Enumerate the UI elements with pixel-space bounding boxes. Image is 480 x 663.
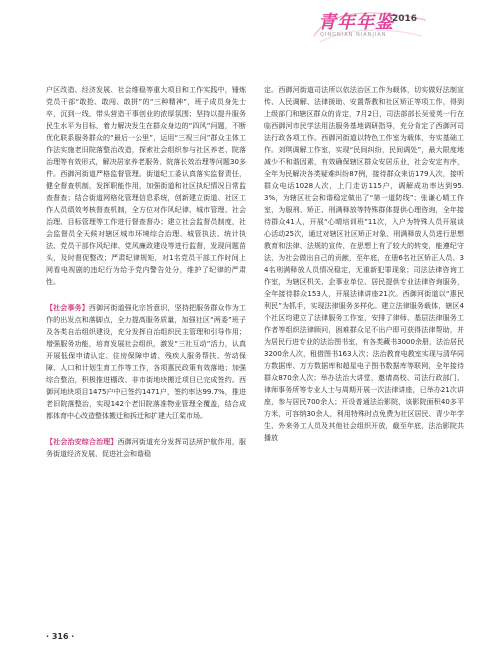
public-security-paragraph [46,436,246,460]
masthead-pinyin: QINGNIAN NIANJIAN [320,32,387,38]
masthead-year: 2016 [392,14,418,24]
masthead [318,8,428,48]
right-column [264,84,464,444]
page-number: · 316 · [46,632,75,641]
masthead-title: 青年年鉴 [318,12,394,33]
section-heading-social-affairs: 【社会事务】 [46,304,89,312]
left-paragraph-1: 户区改造、经济发展、社会维稳等重大项目和工作实践中，锤炼党员干部“敢抢、敢闯、敢拼”的“三种精神”，班子成员身先士卒，沉到一线，带头营造干事创业的浓厚氛围；坚持以提升服务民生水平为目标，着力解决发生在群众身边的“四风”问题，不断优化联系服务群众的“最后一公里”，运用“三视三问”群众主体工作法实施老旧院落整治改造，探索社会组织参与社区养老、院落治理等有效形式，解决居家养老服务、院落长效治理等问题30多件。西御河街道严格监督管理。街道纪工委认真落实监督责任，健全督查机制，发挥职能作用，加强街道和社区执纪情况日常监查督查；结合街道网格化管理信息系统，创新建立街道、社区工作人员绩效考核督查机制，全方位对作风纪律、城市管理、社会治理、目标管理等工作进行督查督办；建立社会监督员制度，社会监督员全天候对辖区城市环境综合治理、城管执法、统计执法、党员干部作风纪律、党风廉政建设等进行监督，发现问题苗头，及时督促整改；严肃纪律规矩，对1名党员干部工作时间上网看电视剧的违纪行为给予党内警告处分，维护了纪律的严肃性。 [46,86,246,286]
section-heading-public-security: 【社会治安综合治理】 [46,438,118,446]
right-paragraph-1: 定。西御河街道司法所以依法治区工作为载体，切实做好法制宣传、人民调解、法律援助、安置帮教和社区矫正等项工作，得到上级部门和辖区群众的肯定，7月2日，司法部部长吴爱英一行在临西御河市民学法用法服务基地调研指导，充分肯定了西御河司法行政各项工作。西御河街道以特色工作室为载体，夯实基础工作。刘琪调解工作室，实现“民间纠纷，民间调处”，最大限度地减少不和谐因素，有效确保辖区群众安居乐业，社会安定有序，全年为民解决各类疑难纠纷87例，接待群众来访179人次，接听群众电话1028人次，上门走访115户，调解成功率达到95.3%，为辖区社会和谐稳定做出了“第一道防线”；张谦心晴工作室，为服刑、矫正、刑满释放等特殊群体提供心理咨询，全年接待群众41人，开展“心晴培训班”11次，入户为特殊人员开展谈心活动25次，通过对辖区社区矫正对象、刑满释放人员进行思想教育和法律、法规的宣传，在思想上有了较大的转变，能遵纪守法，为社会做出自己的贡献，至年底，在册6名社区矫正人员、34名刑满释放人员情况稳定，无重新犯罪现象；司法法律咨询工作室，为辖区机关、企事业单位、居民提供专业法律咨询服务，全年接待群众153人，开展法律讲座21次。西御河街道以“惠民利民”为抓手，实现法律服务多样化。建立法律服务载体，辖区4个社区均建立了法律服务工作室，安排了律师、基层法律服务工作者等组织法律顾问，困难群众足不出户即可获得法律帮助，并为居民行进专业的法治图书室，有各类藏书3000余册，法治居民3200余人次，租借图书163人次；法治教育电教室实现与清华同方数据库、万方数据库和超星电子图书数据库等联网，全年接待群众870余人次；举办法治大讲堂，邀请高校、司法行政部门、律师事务所等专业人士与周期开展一次法律讲座，已举办21次讲座，参与居民700余人；开设普通法治影院，该影院面积40多平方米，可容纳30余人，利用特殊时点免费为社区居民、青少年学生、外来务工人员及其他社会组织开放，截至年底，法治影院共播放 [264,86,464,442]
social-affairs-paragraph [46,302,246,422]
left-column [46,84,246,460]
public-security-body: 西御河街道充分发挥司法所护航作用，服务街道经济发展、促进社会和谐稳 [46,438,247,458]
social-affairs-body: 西御河街道强化宗旨意识，坚持把服务群众作为工作的出发点和落脚点，全力提高服务质量，加强社区“两委”班子及各类自治组织建设，充分发挥自治组织民主管理和引导作用；增强服务功能，培育发展社会组织，激发“三社互动”活力，认真开展低保申请认定、住房保障申请、残疾人服务帮扶、劳动保障、人口和计划生育工作等工作，各项惠民政策有效落地；加强综合整治，积极推进棚改、非市街地块搬迁项目已完成签约。西御河地块项目1475户中已签约1471户，签约率达99.7%，推进老旧院落整治，实现142个老旧院落准物业管理全覆盖，结合成都体育中心改造整体搬迁和拆迁和扩建大江桨市场。 [46,304,247,420]
